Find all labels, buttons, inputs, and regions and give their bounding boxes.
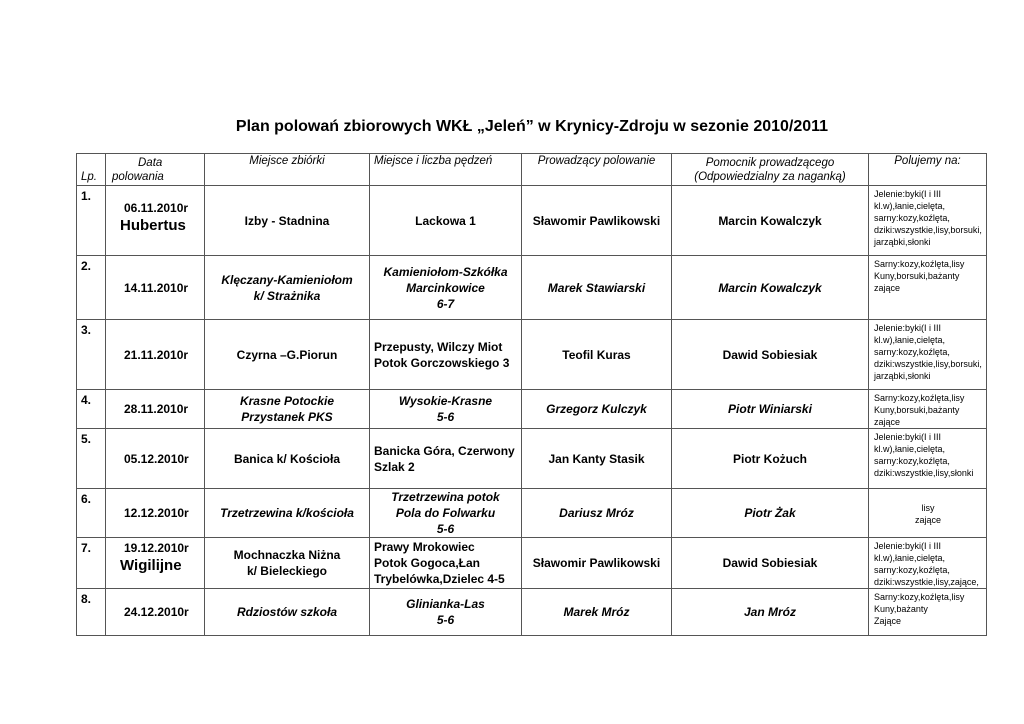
cell-lp: 2. [77,256,106,320]
cell-lp: 8. [77,589,106,636]
cell-date [106,390,205,429]
drives-line: Marcinkowice [406,280,485,295]
drives-line: Szlak 2 [374,459,415,474]
cell-leader: Grzegorz Kulczyk [522,390,672,429]
cell-leader: Marek Stawiarski [522,256,672,320]
hunt-line: sarny:kozy,koźlęta, [874,565,950,575]
meeting-line: Izby - Stadnina [244,213,330,228]
hunt-line: Kuny,bażanty [874,604,928,614]
drives-line: Glinianka-Las [406,597,485,611]
cell-assistant: Jan Mróz [672,589,869,636]
cell-hunt [869,320,987,390]
cell-drives [370,390,522,429]
hunt-line: Zające [874,616,902,626]
header-hunt: Polujemy na: [869,154,987,186]
date-label: Wigilijne [120,557,182,574]
date-value: 05.12.2010r [124,451,189,466]
cell-meeting [205,186,370,256]
hunt-line: sarny:kozy,koźlęta, [874,347,950,357]
date-value: 19.12.2010r [124,541,189,555]
cell-meeting [205,390,370,429]
cell-drives [370,320,522,390]
hunt-line: dziki:wszystkie,lisy,zające, [874,577,979,587]
header-assistant-line1: Pomocnik prowadzącego [705,156,835,169]
header-date [106,154,205,186]
drives-line: Pola do Folwarku [395,506,496,520]
cell-hunt [869,589,987,636]
date-value: 21.11.2010r [124,347,189,362]
drives-line: Przepusty, Wilczy Miot [374,339,503,354]
drives-line: Kamieniołom-Szkółka [383,264,508,279]
cell-leader: Sławomir Pawlikowski [522,186,672,256]
cell-date [106,589,205,636]
cell-assistant: Marcin Kowalczyk [672,256,869,320]
cell-hunt [869,429,987,489]
meeting-line: Krasne Potockie [239,394,335,408]
table-row [77,256,987,320]
table-row [77,538,987,589]
cell-meeting [205,589,370,636]
hunt-line: sarny:kozy,koźlęta, [874,213,950,223]
cell-drives [370,256,522,320]
hunt-line: dziki:wszystkie,lisy,borsuki, [874,225,982,235]
cell-date [106,186,205,256]
cell-meeting [205,429,370,489]
date-value: 24.12.2010r [124,605,189,619]
cell-assistant: Piotr Żak [672,489,869,538]
hunt-line: Sarny:kozy,koźlęta,lisy [874,393,965,403]
hunt-line: zające [874,417,901,427]
hunt-line: Jelenie:byki(I i III [874,189,942,199]
table-row [77,320,987,390]
cell-drives [370,489,522,538]
cell-lp: 1. [77,186,106,256]
cell-lp: 6. [77,489,106,538]
table-row [77,429,987,489]
hunt-line: zające [874,283,901,293]
cell-lp: 5. [77,429,106,489]
cell-hunt [869,538,987,589]
cell-meeting [205,489,370,538]
drives-line: Lackowa 1 [415,213,476,228]
hunt-line: Jelenie:byki(I i III [874,323,942,333]
cell-lp: 4. [77,390,106,429]
cell-assistant: Dawid Sobiesiak [672,320,869,390]
meeting-line: k/ Bieleckiego [246,564,328,578]
drives-line: Trybelówka,Dzielec 4-5 [374,572,505,586]
header-meeting: Miejsce zbiórki [205,154,370,186]
cell-drives [370,429,522,489]
header-date-line2: polowania [112,170,164,183]
meeting-line: Trzetrzewina k/kościoła [220,506,354,520]
drives-line: Wysokie-Krasne [398,394,493,408]
hunt-line: dziki:wszystkie,lisy,słonki [874,468,974,478]
drives-line: Trzetrzewina potok [391,490,500,504]
cell-hunt [869,489,987,538]
hunt-line: Jelenie:byki(I i III [874,541,942,551]
cell-date [106,489,205,538]
hunt-line: lisy [921,503,935,513]
drives-line: Potok Gogoca,Łan [374,556,481,570]
cell-drives [370,538,522,589]
cell-meeting [205,256,370,320]
drives-line: 5-6 [436,522,455,536]
hunt-line: zające [914,515,941,525]
hunt-line: kl.w),łanie,cielęta, [874,335,946,345]
header-date-line1: Data [138,156,163,169]
cell-date [106,429,205,489]
cell-assistant: Marcin Kowalczyk [672,186,869,256]
hunt-line: Jelenie:byki(I i III [874,432,942,442]
cell-date [106,538,205,589]
cell-hunt [869,256,987,320]
cell-assistant: Piotr Winiarski [672,390,869,429]
cell-assistant: Piotr Kożuch [672,429,869,489]
cell-meeting [205,320,370,390]
hunt-plan-table [76,153,987,636]
hunt-line: sarny:kozy,koźlęta, [874,456,950,466]
meeting-line: Rdziostów szkoła [236,605,337,619]
cell-meeting [205,538,370,589]
table-row [77,390,987,429]
drives-line: 5-6 [436,613,455,627]
date-value: 14.11.2010r [124,280,189,295]
hunt-line: kl.w),łanie,cielęta, [874,201,946,211]
cell-leader: Teofil Kuras [522,320,672,390]
cell-drives [370,589,522,636]
cell-date [106,320,205,390]
hunt-line: Kuny,borsuki,bażanty [874,271,960,281]
cell-leader: Dariusz Mróz [522,489,672,538]
cell-leader: Sławomir Pawlikowski [522,538,672,589]
drives-line: Potok Gorczowskiego 3 [374,355,510,370]
page-title: Plan polowań zbiorowych WKŁ „Jeleń” w Krynicy-Zdroju w sezonie 2010/2011 [235,118,829,135]
header-assistant [672,154,869,186]
cell-assistant: Dawid Sobiesiak [672,538,869,589]
meeting-line: Klęczany-Kamieniołom [221,272,353,287]
meeting-line: Przystanek PKS [241,410,333,424]
hunt-line: Sarny:kozy,koźlęta,lisy [874,259,965,269]
date-value: 06.11.2010r [124,201,189,215]
drives-line: 6-7 [436,296,455,311]
hunt-line: kl.w),łanie,cielęta, [874,553,946,563]
hunt-line: kl.w),łanie,cielęta, [874,444,946,454]
hunt-line: dziki:wszystkie,lisy,borsuki, [874,359,982,369]
header-drives: Miejsce i liczba pędzeń [370,154,522,186]
cell-drives [370,186,522,256]
date-label: Hubertus [120,217,186,234]
drives-line: Prawy Mrokowiec [374,540,475,554]
header-row [77,154,987,186]
header-leader: Prowadzący polowanie [522,154,672,186]
cell-lp: 3. [77,320,106,390]
hunt-line: Kuny,borsuki,bażanty [874,405,960,415]
date-value: 28.11.2010r [124,402,189,416]
cell-leader: Jan Kanty Stasik [522,429,672,489]
drives-line: Banicka Góra, Czerwony [374,443,515,458]
meeting-line: Banica k/ Kościoła [233,451,341,466]
hunt-line: jarząbki,słonki [874,371,931,381]
cell-hunt [869,186,987,256]
meeting-line: Mochnaczka Niżna [233,548,341,562]
header-lp: Lp. [77,154,106,186]
table-row [77,489,987,538]
table-row [77,186,987,256]
header-assistant-line2: (Odpowiedzialny za naganką) [694,170,846,183]
drives-line: 5-6 [436,410,455,424]
cell-date [106,256,205,320]
cell-leader: Marek Mróz [522,589,672,636]
meeting-line: Czyrna –G.Piorun [236,347,338,362]
cell-lp: 7. [77,538,106,589]
date-value: 12.12.2010r [124,506,189,520]
hunt-line: Sarny:kozy,koźlęta,lisy [874,592,965,602]
meeting-line: k/ Strażnika [253,288,321,303]
cell-hunt [869,390,987,429]
hunt-line: jarząbki,słonki [874,237,931,247]
table-row [77,589,987,636]
